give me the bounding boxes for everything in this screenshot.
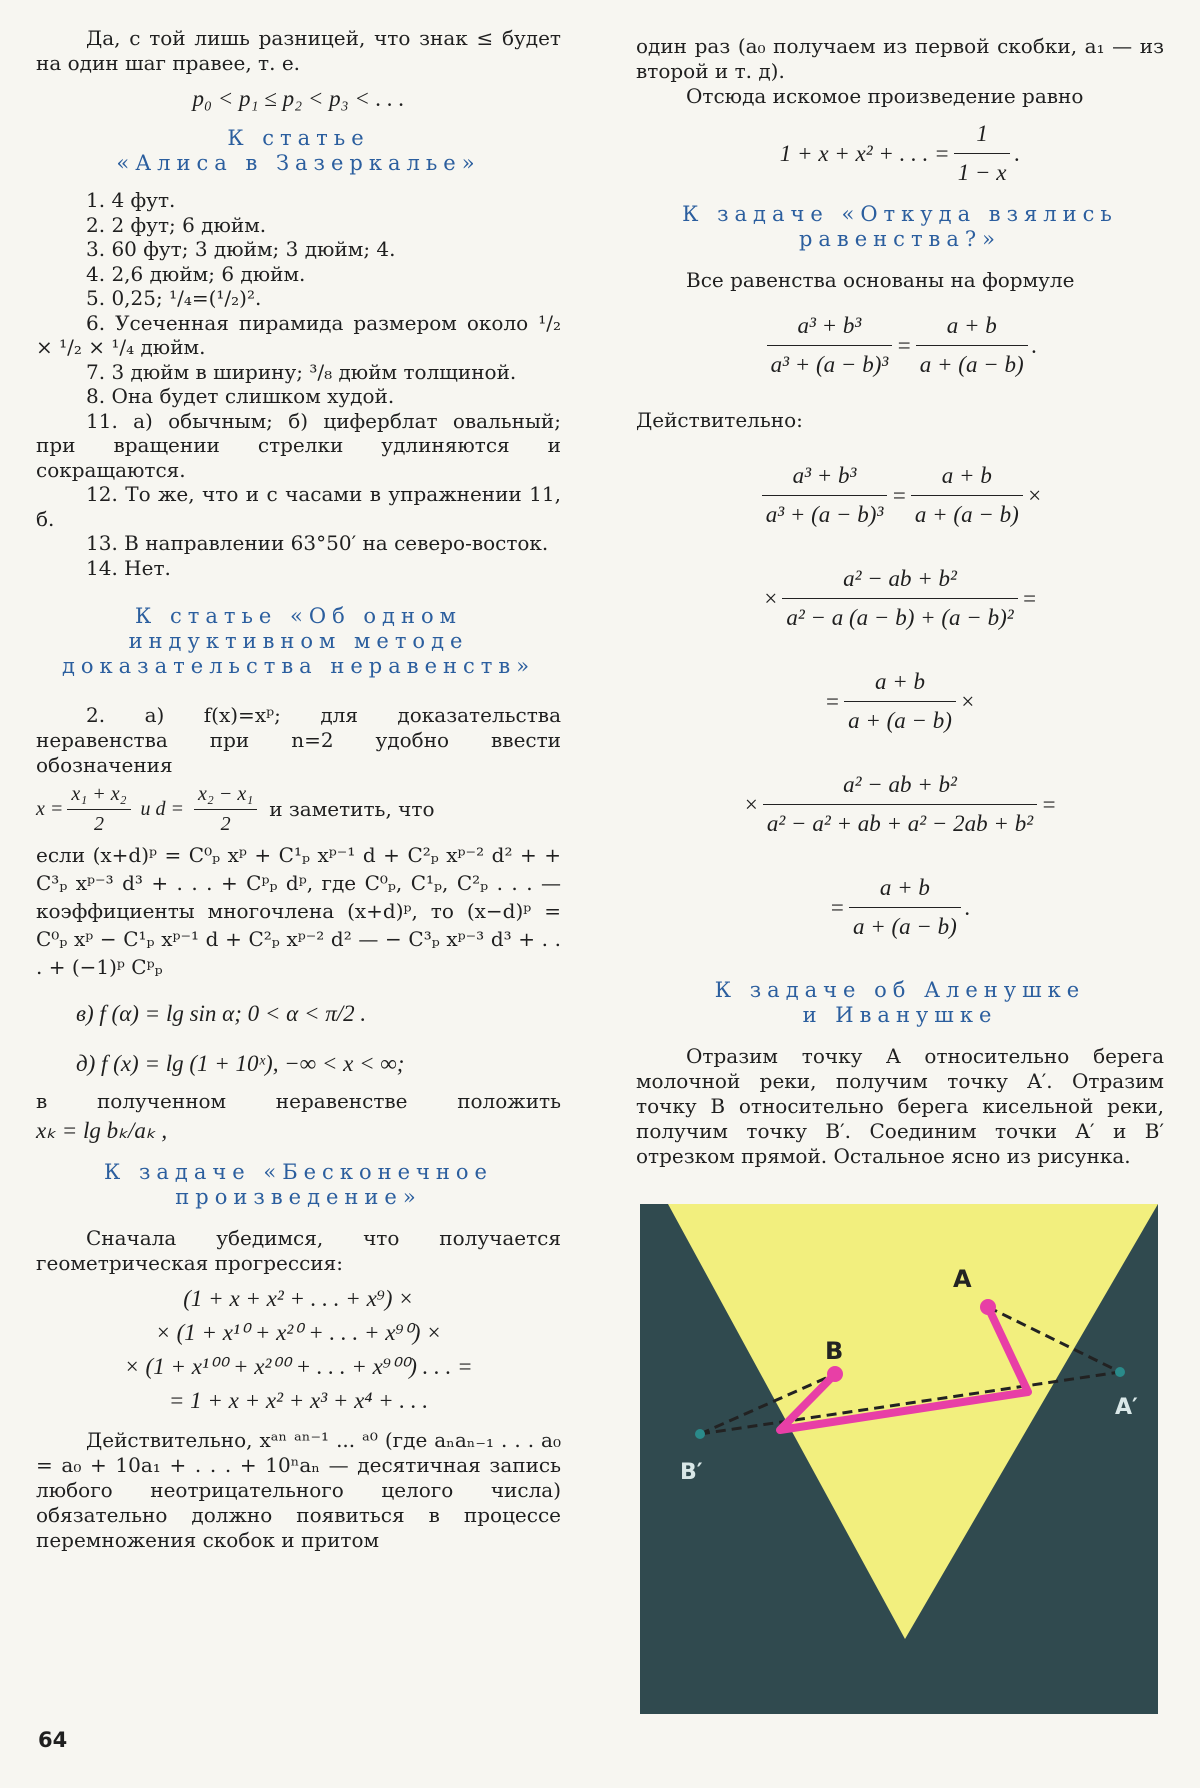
- alice-answer: 14. Нет.: [86, 555, 171, 580]
- alice-answer: 2. 2 фут; 6 дюйм.: [86, 212, 267, 237]
- product-line-2: × (1 + x¹⁰ + x²⁰ + . . . + x⁹⁰) ×: [155, 1320, 442, 1345]
- step1-left-den: a³ + (a − b)³: [765, 502, 884, 527]
- d-fraction: [194, 782, 257, 837]
- derivation-step-5: = $\frac{a + b}{a + (a - b)}$ .: [636, 871, 1164, 944]
- heading-alenushka-line2: и Иванушке: [802, 1003, 998, 1027]
- alice-answer: 11. а) обычным; б) циферблат овальный; при вращении стрелки удлиняются и сокращаются.: [36, 408, 561, 482]
- case-v: в) f (α) = lg sin α; 0 < α < π/2 .: [76, 1001, 367, 1026]
- alice-answer: 6. Усеченная пирамида размером около ¹/₂ × ¹/₂ × ¹/₄ дюйм.: [36, 310, 561, 359]
- base-fraction-right: [916, 309, 1028, 382]
- x-fraction-num: x₁ + x₂: [67, 782, 130, 810]
- product-equals-text: Отсюда искомое произведение равно: [686, 84, 1084, 108]
- step1-right-den: a + (a − b): [914, 502, 1019, 527]
- heading-inductive-line1: К статье «Об одном: [135, 604, 462, 628]
- binomial-expansion: если (x+d)ᵖ = C⁰ₚ xᵖ + C¹ₚ xᵖ⁻¹ d + C²ₚ xᵖ⁻² d² + + C³ₚ xᵖ⁻³ d³ + . . . + Cᵖₚ dᵖ, где C⁰ₚ, C¹ₚ, C²ₚ . . . — коэффициенты многочлена (x+d)ᵖ, то (x−d)ᵖ = C⁰ₚ xᵖ − C¹ₚ xᵖ⁻¹ d + C²ₚ xᵖ⁻² d² — − C³ₚ xᵖ⁻³ d³ + . . . + (−1)ᵖ Cᵖₚ: [36, 843, 561, 979]
- answer-5-paragraph: [36, 26, 561, 76]
- indeed-label: Действительно:: [636, 408, 803, 432]
- answer-5-text: Да, с той лишь разницей, что знак ≤ будет на один шаг правее, т. е.: [36, 26, 561, 75]
- x-fraction: [67, 782, 130, 837]
- sum-fraction-num: 1: [954, 117, 1011, 154]
- heading-infinite-line2: произведение»: [175, 1185, 422, 1209]
- base-fraction-left: [767, 309, 893, 382]
- alice-answer: 4. 2,6 дюйм; 6 дюйм.: [86, 261, 306, 286]
- d-fraction-num: x₂ − x₁: [194, 782, 257, 810]
- step1-left-fraction: [762, 459, 888, 532]
- step5-den: a + (a − b): [852, 914, 957, 939]
- sum-fraction: [954, 117, 1011, 190]
- product-line-4: = 1 + x + x² + x³ + x⁴ + . . .: [168, 1388, 429, 1413]
- alice-answer: 5. 0,25; ¹/₄=(¹/₂)².: [86, 286, 262, 310]
- reflection-text: Отразим точку A относительно берега молочной реки, получим точку A′. Отразим точку B относительно берега кисельной реки, получим точку B′. Соединим точки A′ и B′ отрезком прямой. Остальное ясно из рисунка.: [636, 1044, 1164, 1168]
- d-eq-label: и d =: [140, 798, 185, 820]
- alice-answer: 1. 4 фут.: [86, 188, 176, 212]
- alice-answer: 3. 60 фут; 3 дюйм; 3 дюйм; 4.: [86, 237, 396, 261]
- heading-equalities-line1: К задаче «Откуда взялись: [682, 202, 1118, 226]
- alice-answer: 8. Она будет слишком худой.: [86, 384, 395, 408]
- base-left-den: a³ + (a − b)³: [770, 352, 889, 377]
- step4-num: a² − ab + b²: [763, 768, 1037, 805]
- heading-inductive-line3: доказательства неравенств»: [61, 654, 536, 678]
- alice-answers-list: [36, 188, 561, 580]
- alice-answer: 13. В направлении 63°50′ на северо-восток.: [86, 531, 549, 555]
- sum-fraction-den: 1 − x: [957, 160, 1007, 185]
- heading-alice-line1: К статье: [227, 126, 370, 150]
- step4-den: a² − a² + ab + a² − 2ab + b²: [766, 811, 1034, 836]
- x-eq-label: x =: [36, 798, 64, 820]
- label-b-prime: B′: [680, 1460, 703, 1485]
- step1-right-num: a + b: [911, 459, 1023, 496]
- heading-alenushka-line1: К задаче об Аленушке: [714, 978, 1086, 1002]
- case-d: д) f (x) = lg (1 + 10ˣ), −∞ < x < ∞;: [76, 1051, 405, 1076]
- step5-fraction: [849, 871, 961, 944]
- label-b: B: [825, 1337, 844, 1365]
- derivation-step-4: × $\frac{\text{a² − ab + b²}}{\text{a² − a² + ab + a² − 2ab + b²}}$ =: [636, 768, 1164, 841]
- continuation-text: один раз (a₀ получаем из первой скобки, a₁ — из второй и т. д).: [636, 34, 1164, 83]
- x-fraction-den: 2: [93, 813, 104, 835]
- step2-den: a² − a (a − b) + (a − b)²: [786, 605, 1014, 630]
- substitute-text: в полученном неравенстве положить: [36, 1089, 561, 1113]
- heading-infinite-line1: К задаче «Бесконечное: [104, 1160, 493, 1184]
- point-a: [980, 1299, 996, 1315]
- p-sequence-formula: p₀ < p₁ ≤ p₂ < p₃ < . . .: [192, 86, 405, 111]
- step3-num: a + b: [844, 665, 956, 702]
- sum-formula: 1 + x + x² + . . . = $\frac{1}{1 - x}$ .: [636, 117, 1164, 190]
- step5-num: a + b: [849, 871, 961, 908]
- derivation-step-3: = $\frac{a + b}{a + (a - b)}$ ×: [636, 665, 1164, 738]
- base-formula: $\frac{\text{a³ + b³}}{\text{a³ + (a − b)³}}$ = $\frac{a + b}{a + (a - b)}$ .: [636, 309, 1164, 382]
- indeed-text: Действительно, xᵃⁿ ᵃⁿ⁻¹ ... ᵃ⁰ (где aₙaₙ₋₁ . . . a₀ = a₀ + 10a₁ + . . . + 10ⁿaₙ — десятичная запись любого неотрицательного целого числа) обязательно должно появиться в процессе перемножения скобок и притом: [36, 1428, 561, 1552]
- heading-alice-line2: «Алиса в Зазеркалье»: [116, 151, 481, 175]
- page-number: 64: [38, 1728, 68, 1752]
- label-a-prime: A′: [1115, 1395, 1138, 1420]
- step3-fraction: [844, 665, 956, 738]
- product-line-1: (1 + x + x² + . . . + x⁹) ×: [183, 1286, 414, 1311]
- step3-den: a + (a − b): [848, 708, 952, 733]
- d-fraction-den: 2: [220, 813, 231, 835]
- product-line-3: × (1 + x¹⁰⁰ + x²⁰⁰ + . . . + x⁹⁰⁰) . . . =: [124, 1354, 473, 1379]
- step1-right-fraction: [911, 459, 1023, 532]
- base-right-den: a + (a − b): [919, 352, 1024, 377]
- point-b-prime: [695, 1429, 705, 1439]
- rivers-figure: [640, 1204, 1158, 1714]
- heading-infinite-product: [36, 1160, 561, 1210]
- step2-num: a² − ab + b²: [782, 562, 1017, 599]
- point-a-prime: [1115, 1367, 1125, 1377]
- derivation-step-2: × $\frac{\text{a² − ab + b²}}{\text{a² − a (a − b) + (a − b)²}}$ =: [636, 562, 1164, 635]
- step1-left-num: a³ + b³: [762, 459, 888, 496]
- derivation-step-1: $\frac{\text{a³ + b³}}{\text{a³ + (a − b)³}}$ = $\frac{a + b}{a + (a - b)}$ ×: [636, 459, 1164, 532]
- base-right-num: a + b: [916, 309, 1028, 346]
- step4-fraction: [763, 768, 1037, 841]
- inductive-answer-2: 2. а) f(x)=xᵖ; для доказательства неравенства при n=2 удобно ввести обозначения: [36, 703, 561, 777]
- point-b: [827, 1366, 843, 1382]
- alice-answer: 7. 3 дюйм в ширину; ³/₈ дюйм толщиной.: [86, 359, 517, 384]
- sum-left: 1 + x + x² + . . . =: [779, 140, 950, 166]
- alice-answer: 12. То же, что и с часами в упражнении 11, б.: [36, 482, 561, 531]
- step2-fraction: [782, 562, 1017, 635]
- geometric-progression-text: Сначала убедимся, что получается геометрическая прогрессия:: [36, 1226, 561, 1275]
- xd-definition: [36, 782, 561, 837]
- xk-formula: xₖ = lg bₖ/aₖ ,: [36, 1118, 168, 1143]
- heading-alenushka: [636, 978, 1164, 1028]
- heading-equalities: [636, 202, 1164, 252]
- right-column: [636, 34, 1164, 1169]
- base-left-num: a³ + b³: [767, 309, 893, 346]
- left-column: [36, 26, 561, 1553]
- label-a: A: [953, 1265, 972, 1293]
- heading-equalities-line2: равенства?»: [798, 227, 1002, 251]
- heading-inductive: [36, 604, 561, 679]
- xd-note: и заметить, что: [269, 797, 435, 821]
- heading-inductive-line2: индуктивном методе: [128, 629, 469, 653]
- heading-alice: [36, 126, 561, 176]
- formula-basis-text: Все равенства основаны на формуле: [686, 268, 1075, 292]
